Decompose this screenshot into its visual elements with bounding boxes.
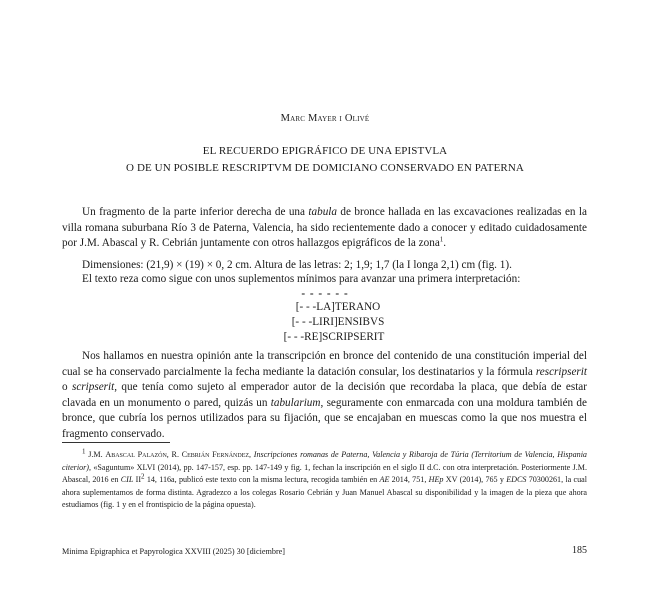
author-name: Marc Mayer i Olivé (280, 113, 370, 124)
footnote-1: $^1$ J.M. Abascal Palazón, R. Cebrián Fernández, Inscripciones romanas de Paterna, Valencia y Ribaroja de Túria (Territorium de Valencia, Hispania citerior), «Saguntum» XLVI (2014), pp. 147-157, esp. pp. 147-149 y fig. 1, fechan la inscripción en el siglo II d.C. con otra interpretación. Posteriormente J.M. Abascal, 2016 en CIL $II^2$ 14, 116a, publicó este texto con la misma lectura, recogida también en AE 2014, 751, HEp XV (2014), 765 y EDCS 70300261, la cual ahora suplementamos de forma distinta. Agradezco a los colegas Rosario Cebrián y Juan Manuel Abascal su disponibilidad y la imagen de la pieza que ahora estudiamos (fig. 1 y en el frontispicio de la página opuesta). (62, 447, 587, 509)
footnote-ref[interactable]: 1 (439, 235, 444, 244)
paragraph-intro: Un fragmento de la parte inferior derecha de una tabula de bronce hallada en las excavaciones realizadas en la villa romana suburbana Río 3 de Paterna, Valencia, ha sido recientemente dado a conocer y editado cuidadosamente por J.M. Abascal y R. Cebrián juntamente con otros hallazgos epigráficos de la zona$^1$. (62, 206, 587, 249)
inscription-line-2: [- - -LIRI]ENSIBVS (291, 316, 385, 328)
paragraph-dimensions: Dimensiones: (21,9) × (19) × 0, 2 cm. Altura de las letras: 2; 1,9; 1,7 (la I longa 2,1) cm (fig. 1). (82, 259, 512, 271)
inscription-lacuna: - - - - - - (301, 288, 349, 300)
journal-citation: Minima Epigraphica et Papyrologica XXVIII (2025) 30 [diciembre] (62, 547, 286, 556)
footnote-separator (62, 442, 170, 443)
article-title-line-1: EL RECUERDO EPIGRÁFICO DE UNA EPISTVLA (202, 145, 448, 157)
paragraph-interpretation: Nos hallamos en nuestra opinión ante la transcripción en bronce del contenido de una constitución imperial del cual se ha conservado parcialmente la fecha mediante la datación consular, los destinatarios y la fórmula rescripserit o scripserit, que tenía como sujeto al emperador autor de la decisión que recordaba la placa, que debía de estar clavada en un monumento o pared, quizás un tabularium, seguramente con enmarcada con una moldura también de bronce, que cubría los pernos utilizados para su fijación, que se encajaban en muescas como la que nos muestra el fragmento conservado. (62, 350, 587, 440)
paragraph-text-intro: El texto reza como sigue con unos suplementos mínimos para avanzar una primera interpretación: (82, 273, 521, 285)
inscription-line-1: [- - -LA]TERANO (295, 301, 381, 313)
inscription-line-3: [- - -RE]SCRIPSERIT (283, 331, 385, 343)
page-number: 185 (572, 545, 587, 556)
article-title-line-2: O DE UN POSIBLE RESCRIPTVM DE DOMICIANO CONSERVADO EN PATERNA (126, 162, 524, 174)
